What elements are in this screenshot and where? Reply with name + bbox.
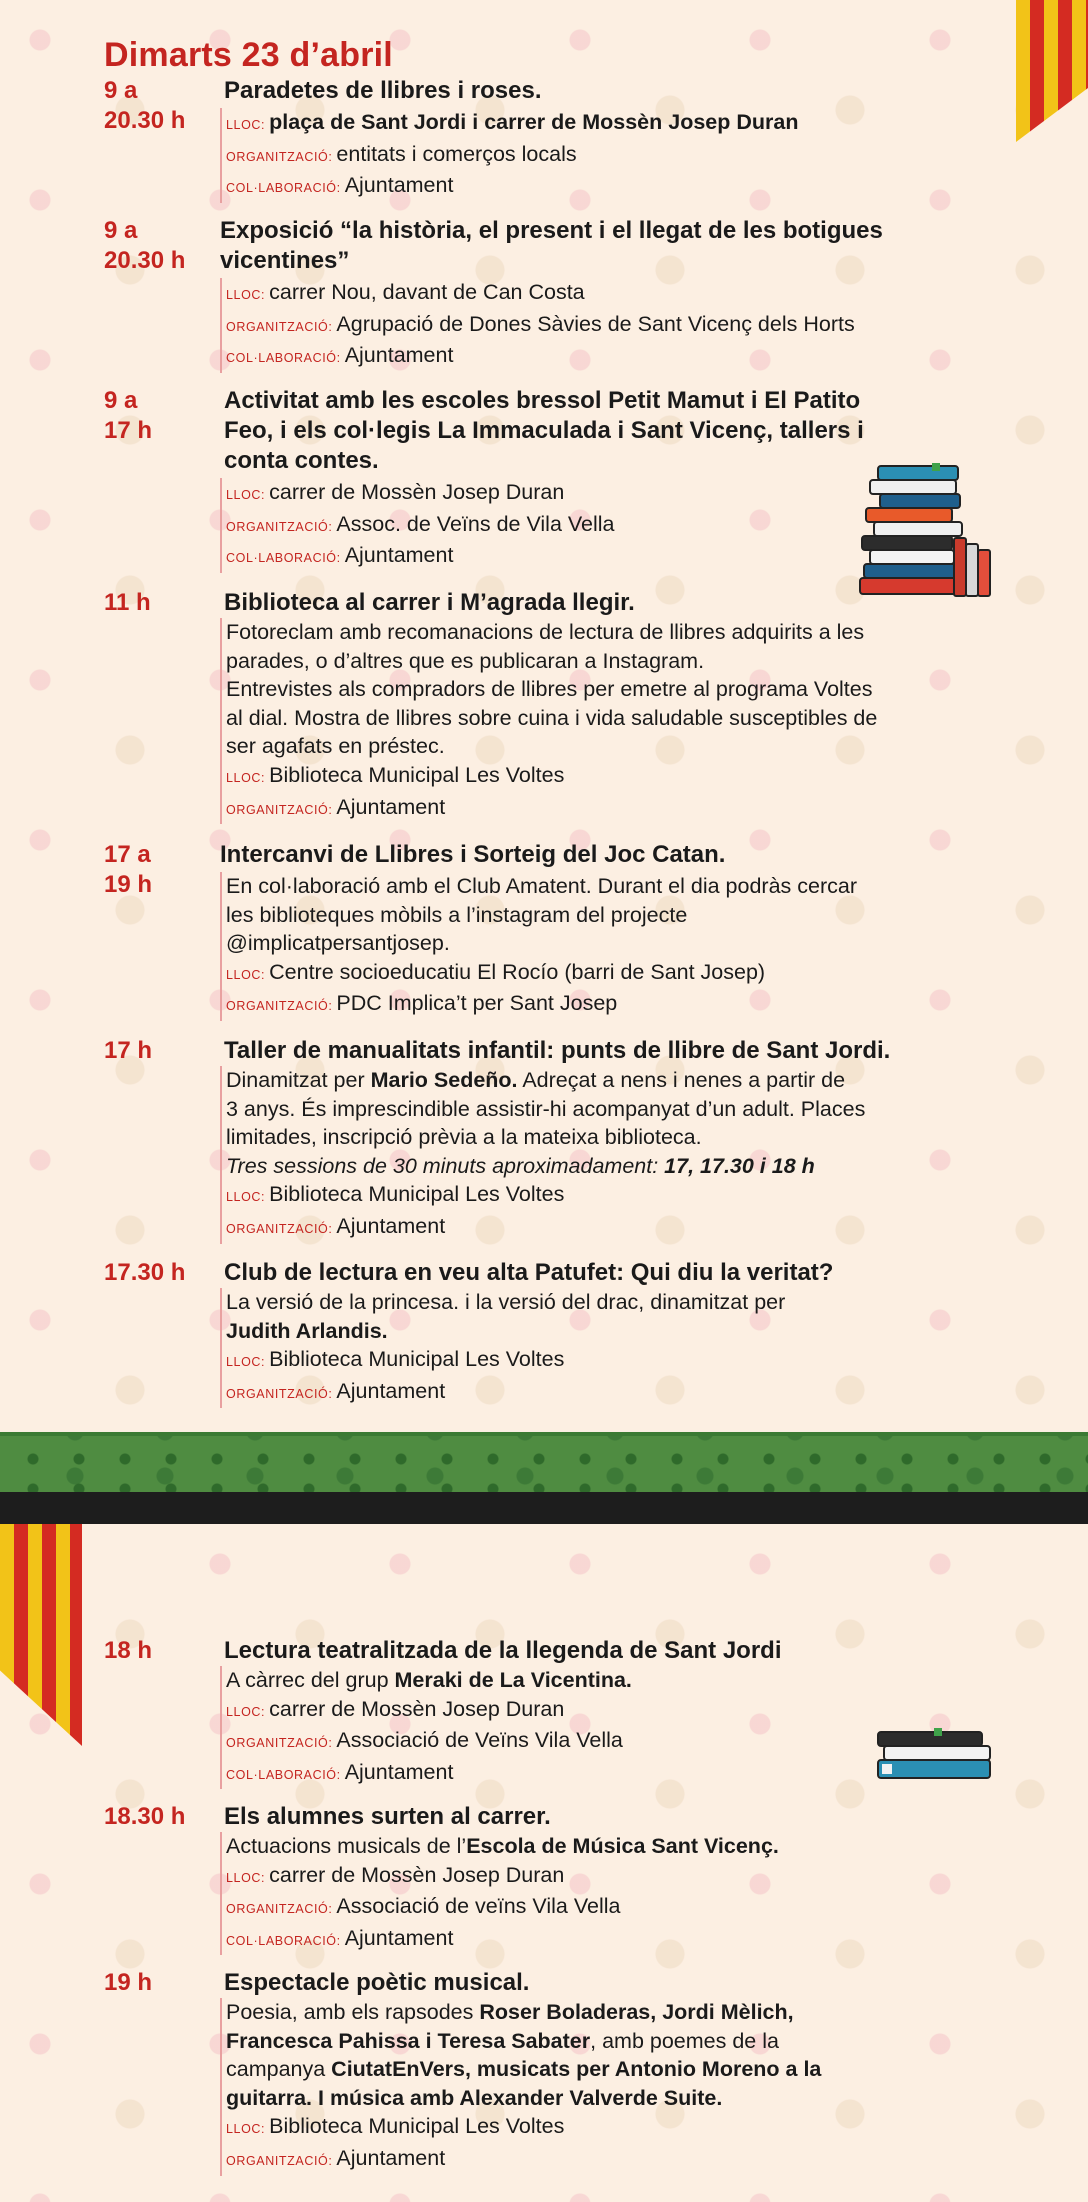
event-location: plaça de Sant Jordi i carrer de Mossèn Josep Duran [269, 110, 799, 134]
event-time: 18 h [104, 1637, 153, 1664]
event-details: LLOC: plaça de Sant Jordi i carrer de Mossèn Josep Duran ORGANITZACIÓ: entitats i comerços locals COL·LABORACIÓ: Ajuntament [220, 108, 1016, 203]
event-time: 17.30 h [104, 1259, 186, 1286]
book-stack-icon [856, 462, 996, 604]
senyera-flag-decoration [0, 1524, 82, 1746]
page-divider [0, 1492, 1088, 1524]
event-details: LLOC: carrer de Mossèn Josep Duran ORGANITZACIÓ: Assoc. de Veïns de Vila Vella COL·LABORACIÓ: Ajuntament [220, 478, 1016, 573]
event-title: Espectacle poètic musical. [224, 1969, 530, 1996]
event-collaborator: Ajuntament [344, 173, 454, 198]
books-icon [874, 1728, 996, 1784]
event-organizer: entitats i comerços locals [336, 141, 577, 166]
event-time: 9 a 20.30 h [104, 77, 186, 134]
event-details: Dinamitzat per Mario Sedeño. Adreçat a nens i nenes a partir de 3 anys. És imprescindible assistir-hi acompanyat d’un adult. Places limitades, inscripció prèvia a la mateixa biblioteca. Tres sessions de 30 minuts aproximadament: 17, 17.30 i 18 h LLOC: Biblioteca Municipal Les Voltes ORGANITZACIÓ: Ajuntament [220, 1066, 1016, 1244]
event-title: Taller de manualitats infantil: punts de llibre de Sant Jordi. [224, 1037, 891, 1064]
event-details: Actuacions musicals de l’Escola de Música Sant Vicenç. LLOC: carrer de Mossèn Josep Duran ORGANITZACIÓ: Associació de veïns Vila Vella COL·LABORACIÓ: Ajuntament [220, 1832, 1016, 1955]
event-details: En col·laboració amb el Club Amatent. Durant el dia podràs cercar les biblioteques mòbils a l’instagram del projecte @implicatpersantjosep. LLOC: Centre socioeducatiu El Rocío (barri de Sant Josep) ORGANITZACIÓ: PDC Implica’t per Sant Josep [220, 872, 1016, 1021]
event-details: La versió de la princesa. i la versió del drac, dinamitzat per Judith Arlandis. LLOC: Biblioteca Municipal Les Voltes ORGANITZACIÓ: Ajuntament [220, 1288, 1016, 1408]
event-title: Lectura teatralitzada de la llegenda de Sant Jordi [224, 1637, 782, 1664]
event-time: 9 a 20.30 h [104, 217, 186, 274]
event-details: Fotoreclam amb recomanacions de lectura de llibres adquirits a les parades, o d’altres que es publicaran a Instagram. Entrevistes als compradors de llibres per emetre al programa Voltes al dial. Mostra de llibres sobre cuina i vida saludable susceptibles de ser agafats en préstec. LLOC: Biblioteca Municipal Les Voltes ORGANITZACIÓ: Ajuntament [220, 618, 1016, 824]
event-title: Els alumnes surten al carrer. [224, 1803, 551, 1830]
program-panel-bottom [0, 1524, 1088, 2202]
event-title: Biblioteca al carrer i M’agrada llegir. [224, 589, 635, 616]
event-title: Intercanvi de Llibres i Sorteig del Joc Catan. [220, 841, 726, 868]
senyera-flag-decoration [1016, 0, 1088, 142]
event-details: Poesia, amb els rapsodes Roser Boladeras, Jordi Mèlich, Francesca Pahissa i Teresa Sabater, amb poemes de la campanya CiutatEnVers, musicats per Antonio Moreno a la guitarra. I música amb Alexander Valverde Suite. LLOC: Biblioteca Municipal Les Voltes ORGANITZACIÓ: Ajuntament [220, 1998, 1016, 2176]
day-title: Dimarts 23 d’abril [104, 36, 393, 74]
event-time: 17 h [104, 1037, 153, 1064]
event-time: 9 a 17 h [104, 387, 153, 444]
event-time: 11 h [104, 589, 151, 616]
event-title: Paradetes de llibres i roses. [224, 77, 542, 104]
event-title: Exposició “la història, el present i el llegat de les botigues vicentines” [220, 217, 883, 274]
event-details: LLOC: carrer Nou, davant de Can Costa ORGANITZACIÓ: Agrupació de Dones Sàvies de Sant Vicenç dels Horts COL·LABORACIÓ: Ajuntament [220, 278, 1016, 373]
event-time: 19 h [104, 1969, 153, 1996]
event-time: 18.30 h [104, 1803, 186, 1830]
event-details: A càrrec del grup Meraki de La Vicentina. LLOC: carrer de Mossèn Josep Duran ORGANITZACIÓ: Associació de Veïns Vila Vella COL·LABORACIÓ: Ajuntament [220, 1666, 1016, 1789]
event-title: Activitat amb les escoles bressol Petit Mamut i El Patito Feo, i els col·legis La Immaculada i Sant Vicenç, tallers i conta contes. [224, 387, 864, 474]
event-title: Club de lectura en veu alta Patufet: Qui diu la veritat? [224, 1259, 834, 1286]
grass-divider [0, 1432, 1088, 1496]
event-time: 17 a 19 h [104, 841, 153, 898]
